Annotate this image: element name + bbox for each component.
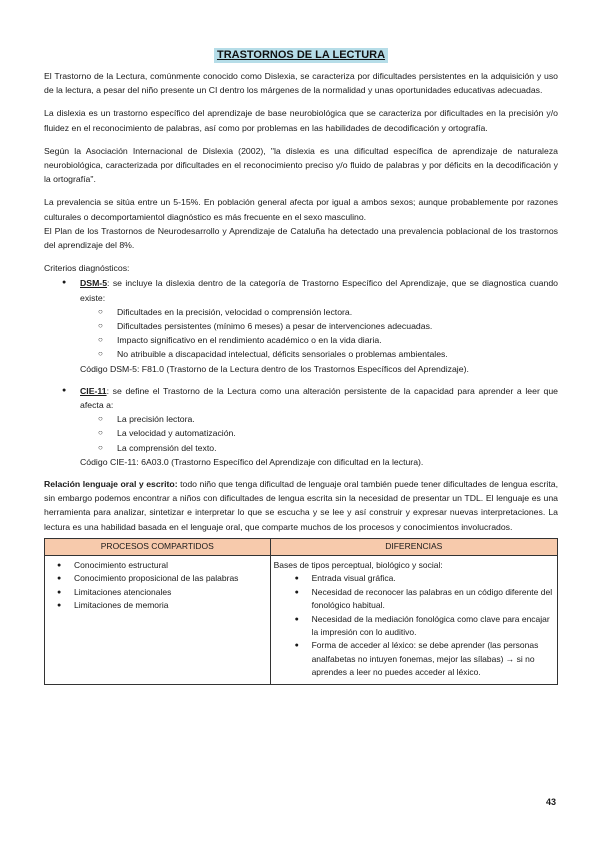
dsm5-subitem: ○ No atribuible a discapacidad intelectual, déficits sensoriales o problemas ambientales.	[80, 347, 558, 361]
page-title: TRASTORNOS DE LA LECTURA	[214, 48, 388, 63]
dsm5-subitem: ○ Impacto significativo en el rendimiento académico o en la vida diaria.	[80, 333, 558, 347]
header-differences: DIFERENCIAS	[270, 538, 557, 555]
paragraph-intro: El Trastorno de la Lectura, comúnmente conocido como Dislexia, se caracteriza por dificultades persistentes en la adquisición y uso de la lectura, a pesar del niño presente un CI dentro los márgenes de la normalidad y unas oportunidades educativas adecuadas.	[44, 71, 558, 96]
table-header-row	[45, 538, 558, 555]
cie11-subitem: ○ La velocidad y automatización.	[80, 426, 558, 440]
differences-intro: Bases de tipos perceptual, biológico y social:	[273, 559, 443, 570]
cie11-sublist	[80, 412, 558, 455]
difference-item: ● Entrada visual gráfica.	[274, 572, 554, 585]
cie11-subitem: ○ La precisión lectora.	[80, 412, 558, 426]
relation-text: todo niño que tenga dificultad de lenguaje oral también puede tener dificultades de lengua escrita, sin embargo podemos encontrar a niños con dificultades de lengua escrita sin la necesidad de presentar un TDL. El lenguaje es una herramienta para analizar, sintetizar e interpretar lo que se escucha y se lee y así construir y expresar nuevas interpretaciones. La lectura es una habilidad basada en el lenguaje oral, que comparte muchos de los procesos y conocimientos involucrados.	[44, 479, 558, 532]
relation-label: Relación lenguaje oral y escrito:	[44, 479, 178, 490]
cie11-text: : se define el Trastorno de la Lectura como una alteración persistente de la capacidad para aprender a leer que afecta a:	[80, 385, 558, 411]
cie11-code: Código CIE-11: 6A03.0 (Trastorno Específico del Aprendizaje con dificultad en la lectura).	[80, 456, 424, 467]
shared-item: ● Conocimiento estructural	[48, 559, 267, 572]
shared-item: ● Limitaciones de memoria	[48, 599, 267, 612]
cie11-label: CIE-11	[80, 385, 107, 396]
table-row	[45, 555, 558, 684]
shared-processes-cell	[45, 555, 271, 684]
differences-cell	[270, 555, 557, 684]
difference-item: ● Necesidad de la mediación fonológica como clave para encajar la impresión con lo auditivo.	[274, 613, 554, 640]
dsm5-text: : se incluye la dislexia dentro de la categoría de Trastorno Específico del Aprendizaje, que se diagnostica cuando existe:	[80, 278, 558, 303]
dsm5-label: DSM-5	[80, 278, 108, 289]
difference-item: ● Forma de acceder al léxico: se debe aprender (las personas analfabetas no intuyen fonemas, mejor las sílabas) → si no aprendes a leer no puedes acceder al léxico.	[274, 639, 554, 679]
page-number: 43	[545, 797, 556, 807]
paragraph-prevalence: La prevalencia se sitúa entre un 5-15%. En población general afecta por igual a ambos sexos; aunque probablemente por razones culturales o decomportamientol diagnóstico es más frecuente en el sexo masculino.	[44, 197, 558, 222]
comparison-table	[44, 538, 558, 685]
dsm5-sublist	[80, 305, 558, 362]
paragraph-definition: La dislexia es un trastorno específico del aprendizaje de base neurobiológica que se caracteriza por dificultades en la precisión y/o fluidez en el reconocimiento de palabras, así como por problemas en las habilidades de decodificación y ortografía.	[44, 108, 558, 133]
paragraph-relation	[44, 477, 558, 534]
dsm5-subitem: ○ Dificultades en la precisión, velocidad o comprensión lectora.	[80, 305, 558, 319]
shared-item: ● Conocimiento proposicional de las palabras	[48, 572, 267, 585]
title-wrap	[44, 48, 558, 63]
criteria-item-dsm5	[44, 276, 558, 383]
criteria-heading: Criterios diagnósticos:	[44, 263, 130, 274]
cie11-subitem: ○ La comprensión del texto.	[80, 441, 558, 455]
paragraph-ida-quote: Según la Asociación Internacional de Dislexia (2002), "la dislexia es una dificultad específica de aprendizaje de naturaleza neurobiológica, caracterizada por dificultades en el reconocimiento preciso y/o fluido de palabras y por déficits en la decodificación y la ortografía".	[44, 145, 558, 185]
dsm5-subitem: ○ Dificultades persistentes (mínimo 6 meses) a pesar de intervenciones adecuadas.	[80, 319, 558, 333]
paragraph-catalonia-plan: El Plan de los Trastornos de Neurodesarrollo y Aprendizaje de Cataluña ha detectado una prevalencia poblacional de los trastornos del aprendizaje del 8%.	[44, 225, 558, 251]
document-page	[44, 48, 558, 685]
differences-list	[274, 572, 554, 679]
criteria-list	[44, 276, 558, 469]
difference-item: ● Necesidad de reconocer las palabras en un código diferente del fonológico habitual.	[274, 586, 554, 613]
criteria-item-cie11	[44, 384, 558, 469]
header-shared-processes: PROCESOS COMPARTIDOS	[45, 538, 271, 555]
shared-item: ● Limitaciones atencionales	[48, 586, 267, 599]
dsm5-code: Código DSM-5: F81.0 (Trastorno de la Lectura dentro de los Trastornos Específicos del Aprendizaje).	[80, 363, 469, 374]
shared-list	[48, 559, 267, 613]
